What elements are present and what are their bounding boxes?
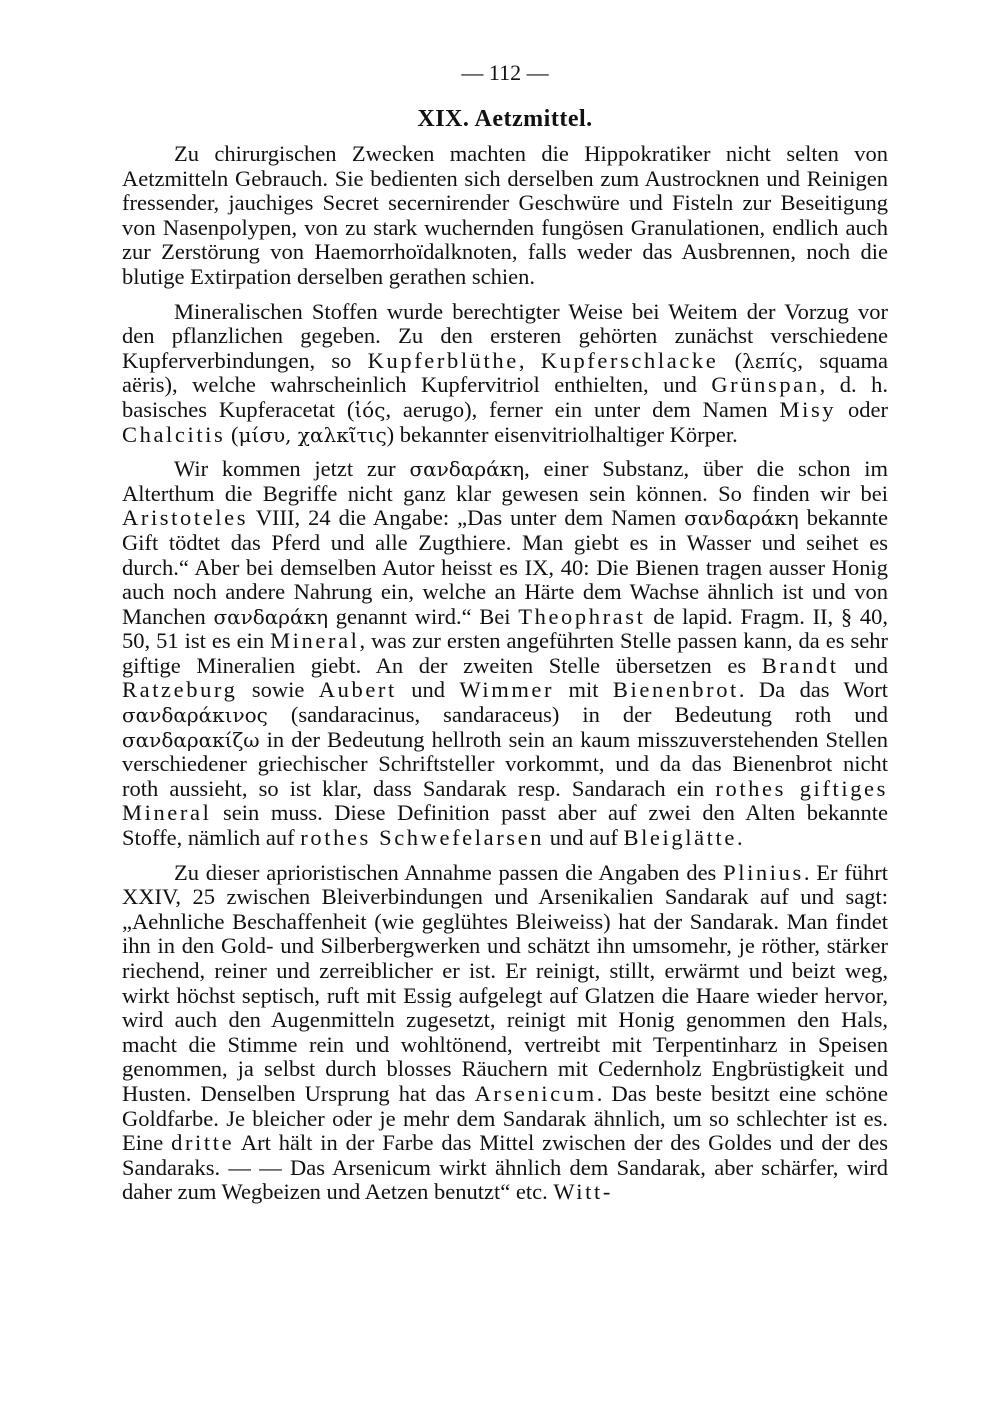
text-segment: Aubert — [318, 677, 397, 703]
text-segment: , aerugo), ferner ein unter dem Namen — [385, 396, 780, 422]
text-segment: μίσυ, χαλκῖτις — [238, 422, 387, 447]
document-page — [122, 58, 888, 1215]
text-segment: . — [736, 825, 743, 851]
text-segment: Das unter dem Namen — [467, 505, 685, 531]
text-segment: Kupferblüthe — [367, 347, 519, 373]
text-segment: (wie geglühtes Bleiweiss) — [366, 908, 619, 934]
text-segment: ) bekannter eisenvitriolhaltiger Körper. — [386, 421, 738, 447]
text-segment: und — [831, 702, 889, 728]
text-segment: σανδαράκινος — [122, 703, 268, 728]
paragraph — [122, 457, 888, 851]
text-segment: σανδαράκη — [684, 506, 799, 531]
text-segment: hat der Sandarak. Man findet ihn in den Gold- und Silberbergwerken und schätzt ihn umsomehr, je röther, stärker riechend, reiner und zerreiblicher er ist. Er reinigt, stillt, erwärmt und beizt weg, wirkt höchst septisch, ruft mit Essig aufgelegt auf Glatzen die Haare wieder hervor, wird auch den Augenmitteln zugesetzt, reinigt mit Honig genommen den Hals, macht die Stimme rein und wohltönend, vertreibt mit Terpentinharz in Speisen genommen, ja selbst durch blosses Räuchern mit Cedernholz Engbrüstigkeit und Husten. Denselben Ursprung hat das — [122, 908, 888, 1106]
text-segment: Bleiglätte — [623, 825, 737, 851]
text-segment: in der Bedeutung — [259, 726, 432, 752]
text-segment: bekannte Gift tödtet das Pferd und alle Zugthiere. Man giebt es in Wasser und seihet es durch. — [122, 505, 888, 580]
text-segment: Wimmer — [459, 677, 555, 703]
text-segment: und — [838, 652, 889, 678]
text-segment: sein muss. Diese Definition passt aber auf zwei den Alten bekannte Stoffe, nämlich auf — [122, 800, 888, 851]
text-segment: Wir kommen jetzt zur — [174, 456, 410, 482]
text-segment: , squama aëris), welche wahrscheinlich Kupfervitriol enthielten, und — [122, 347, 889, 398]
text-segment: hellroth sein — [431, 726, 545, 752]
text-segment: Plinius — [723, 859, 804, 885]
text-segment: . Das beste besitzt eine schöne Goldfarbe. Je bleicher oder je mehr dem Sandarak ähnlich, um so schlechter ist es. Eine — [122, 1080, 888, 1156]
text-segment: “ Aber bei demselben Autor heisst es IX, 40: — [178, 554, 597, 580]
text-segment: Die Bienen tragen ausser Honig auch noch andere Nahrung ein, welche an Härte dem Wachse ähnlich ist und von Manchen — [122, 554, 888, 629]
text-segment: Bienenbrot — [612, 677, 739, 703]
text-segment: oder — [836, 396, 888, 422]
text-segment: genannt wird. — [328, 603, 462, 629]
paragraph — [122, 142, 888, 290]
page-number: — 112 — — [461, 60, 549, 85]
text-segment: . Er führt XXIV, 25 zwischen Bleiverbindungen und Arsenikalien Sandarak auf und sagt: „ — [122, 859, 889, 934]
text-segment: Arsenicum — [474, 1080, 597, 1106]
text-segment: , — [518, 347, 541, 373]
text-segment: , d. h. basisches Kupferacetat ( — [122, 372, 889, 422]
text-segment: Grünspan — [711, 372, 820, 398]
chapter-heading: XIX. Aetzmittel. — [417, 106, 593, 132]
text-segment: Chalcitis — [122, 421, 226, 447]
text-segment: Witt- — [553, 1179, 613, 1205]
text-segment: Mineralischen Stoffen wurde berechtigter Weise bei Weitem der Vorzug vor den pflanzlichen gegeben. Zu den ersteren gehörten zunächst verschiedene Kupferverbindungen, so — [122, 298, 888, 373]
text-segment: , was zur ersten angeführten Stelle passen kann, da es sehr giftige Mineralien giebt. An der zweiten Stelle übersetzen es — [122, 628, 888, 678]
text-segment: sowie — [237, 677, 319, 703]
text-segment: VIII, 24 die Angabe: „ — [248, 505, 468, 531]
text-segment: λεπίς — [742, 348, 798, 373]
text-segment: , einer Substanz, über die schon im Alterthum die Begriffe nicht ganz klar gewesen sein können. So finden wir bei — [122, 456, 888, 506]
text-segment: und auf — [544, 825, 624, 851]
text-segment: Misy — [779, 396, 837, 422]
text-segment: dritte — [171, 1130, 235, 1156]
text-segment: und — [396, 677, 460, 703]
text-segment: rothes Schwefelarsen — [300, 825, 545, 851]
text-segment: “ etc. — [500, 1179, 554, 1205]
text-segment: σανδαρακίζω — [122, 727, 260, 752]
text-segment: Ratzeburg — [122, 677, 238, 703]
text-segment: Art hält in der Farbe das Mittel zwischen der des Goldes und der des Sandaraks. — — Das Arsenicum wirkt ähnlich dem Sandarak, aber schärfer, wird daher zum Wegbeizen und Aetzen benutzt — [122, 1130, 889, 1205]
text-segment: rothes giftiges Mineral — [122, 775, 888, 826]
text-segment: Kupferschlacke — [540, 347, 719, 373]
text-segment: “ Bei — [461, 603, 519, 629]
text-segment: roth — [795, 702, 832, 728]
text-segment: σανδαράκη — [213, 604, 329, 629]
text-segment: ( — [225, 421, 239, 447]
text-segment: Aehnliche Beschaffenheit — [132, 908, 367, 934]
text-segment: de lapid. Fragm. II, § 40, 50, 51 ist es ein — [122, 603, 888, 654]
text-segment: Brandt — [761, 652, 839, 678]
text-segment: ἰός — [354, 397, 386, 422]
body-text — [122, 142, 888, 1205]
text-segment: Zu dieser aprioristischen Annahme passen die Angaben des — [174, 859, 724, 885]
text-segment: σανδαράκη — [409, 457, 525, 482]
text-segment: (sandaracinus, sandaraceus) in der Bedeutung — [267, 702, 796, 728]
text-segment: Aristoteles — [122, 505, 249, 531]
text-segment: . Da das Wort — [738, 677, 888, 703]
text-segment: Zu chirurgischen Zwecken machten die Hippokratiker nicht selten von Aetzmitteln Gebrauch. Sie bedienten sich derselben zum Austrocknen und Reinigen fressender, jauchiges Secret secernirender Geschwüre und Fisteln zur Beseitigung von Nasenpolypen, von zu stark wuchernden fungösen Granulationen, endlich auch zur Zerstörung von Haemorrhoïdalknoten, falls weder das Ausbrennen, noch die blutige Extirpation derselben gerathen schien. — [122, 141, 888, 289]
text-segment: Theophrast — [518, 603, 646, 629]
text-segment: an kaum misszuverstehenden Stellen verschiedener griechischer Schriftsteller vorkommt, und da das Bienenbrot nicht roth aussieht, so ist klar, dass Sandarak resp. Sandarach ein — [122, 726, 888, 801]
text-segment: Mineral — [270, 628, 360, 654]
paragraph — [122, 861, 888, 1205]
text-segment: mit — [554, 677, 613, 703]
paragraph — [122, 300, 888, 448]
text-segment: ( — [718, 347, 743, 373]
